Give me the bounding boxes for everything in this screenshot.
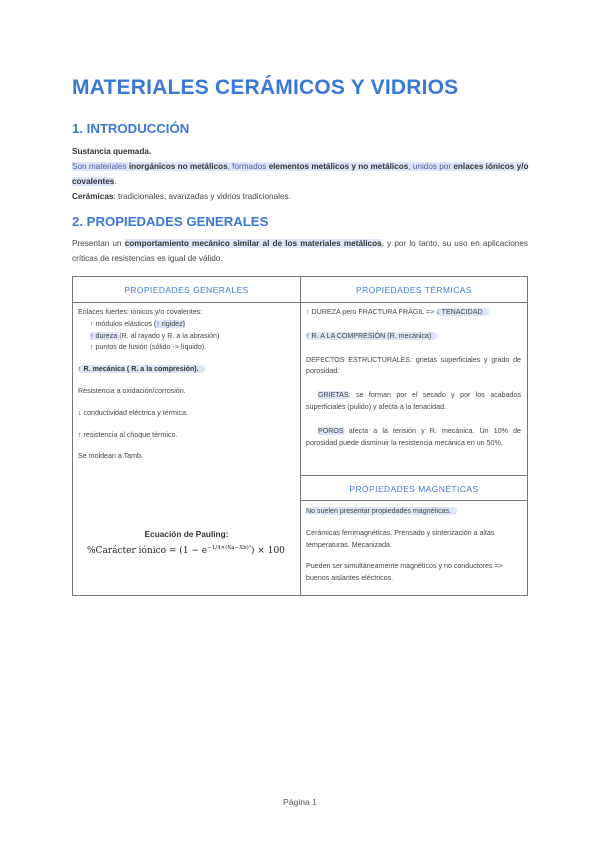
text-run: Presentan un [72, 239, 125, 248]
general-bullet-1 [78, 319, 293, 331]
magnetic-line-2: Cerámicas ferrimagnéticas. Prensado y sinterización a altas temperaturas. Mecanizada. [306, 528, 495, 549]
properties-lead [72, 236, 528, 266]
table-divider [300, 475, 527, 476]
text-run: Son materiales [72, 162, 129, 171]
properties-heading: 2. PROPIEDADES GENERALES [72, 214, 269, 229]
highlight [78, 365, 205, 373]
spacer [306, 343, 521, 355]
general-mechanical [78, 364, 293, 376]
general-thermal-shock: ↑ resistencia al choque térmico. [78, 430, 178, 439]
text-run: (↑ rigidez) [153, 319, 186, 328]
text-run: No suelen presentar propiedades magnéticas. [306, 507, 457, 515]
text-run: ↑ módulos elásticos [90, 319, 154, 328]
text-run: afecta a la tensión y R. mecánica. Un 10% de porosidad puede disminuir la resistencia mecánica en un 50%. [306, 426, 521, 447]
general-bullet-3: ↑ puntos de fusión (sólido -> líquido). [90, 343, 207, 352]
spacer [306, 551, 521, 561]
general-conductivity: ↓ conductividad eléctrica y térmica. [78, 408, 188, 417]
header-general: PROPIEDADES GENERALES [124, 285, 249, 295]
general-bonds: Enlaces fuertes: iónicos y/o covalentes: [78, 308, 203, 316]
text-run: , formados [227, 162, 269, 171]
text-run: ↑ DUREZA pero FRACTURA FRÁGIL => [306, 308, 437, 316]
thermal-defects: DEFECTOS ESTRUCTURALES: grietas superficiales y grado de porosidad: [306, 355, 521, 376]
intro-heading: 1. INTRODUCCIÓN [72, 121, 190, 136]
table-divider [73, 302, 527, 303]
text-run: ↑ [78, 365, 84, 374]
text-run-bold: Cerámicas [72, 192, 114, 201]
thermal-pores [306, 426, 521, 450]
text-run: ↓ TENACIDAD [436, 308, 488, 316]
spacer [78, 354, 293, 364]
spacer [78, 376, 293, 386]
thermal-cell [306, 307, 521, 449]
text-run: , unidos por [408, 162, 454, 171]
text-run: . [114, 177, 117, 186]
general-oxidation: Resistencia a oxidación/corrosión. [78, 386, 186, 395]
magnetic-line-1 [306, 506, 521, 518]
spacer [78, 398, 293, 408]
equation-exponent: −1/4×(Xa−Xb)² [207, 545, 251, 551]
header-thermal: PROPIEDADES TÉRMICAS [356, 285, 472, 295]
text-run-bold: comportamiento mecánico similar al de los materiales metálicos [124, 239, 382, 248]
text-run: , y por lo tanto, su uso en aplicaciones críticas de resistencias es igual de válido. [72, 239, 528, 263]
text-run: GRIETAS [318, 391, 349, 400]
page-number: Página 1 [283, 797, 317, 807]
intro-line-1: Sustancia quemada. [72, 147, 152, 156]
text-run-bold: R. mecánica ( R. a la compresión). [83, 365, 199, 374]
text-run: ↑ R. A LA COMPRESIÓN (R. mecánica) [306, 332, 437, 340]
intro-paragraph [72, 144, 532, 204]
spacer [306, 518, 521, 528]
magnetic-cell [306, 506, 521, 585]
text-run-bold: inorgánicos no metálicos [128, 162, 228, 171]
table-divider [300, 277, 301, 595]
thermal-line-2 [306, 331, 521, 343]
intro-line-2 [72, 159, 532, 189]
pauling-equation [87, 545, 297, 556]
text-run: (R. al rayado y R. a la abrasión) [119, 331, 220, 340]
header-magnetic: PROPIEDADES MAGNÉTICAS [349, 484, 479, 494]
text-run: : tradicionales, avanzadas y vidrios tradicionales. [113, 192, 291, 201]
spacer [78, 420, 293, 430]
spacer [78, 441, 293, 451]
general-molding: Se moldean a Tamb. [78, 452, 143, 461]
document-title: MATERIALES CERÁMICOS Y VIDRIOS [72, 76, 459, 99]
table-divider [300, 500, 527, 501]
equation-rhs: ) × 100 [250, 546, 285, 556]
spacer [306, 319, 521, 331]
equation-lhs: %Carácter iónico = (1 − e [87, 546, 208, 556]
thermal-cracks [306, 390, 521, 414]
magnetic-line-3: Pueden ser simultáneamente magnéticos y no conductores => buenos aislantes eléctricos. [306, 562, 503, 583]
text-run: : se forman por el secado y por los acabados superficiales (pulido) y afecta a la tenacidad. [306, 391, 521, 411]
general-bullet-2 [78, 331, 293, 343]
intro-line-3 [72, 189, 532, 204]
equation-title: Ecuación de Pauling: [144, 529, 229, 539]
spacer [306, 414, 521, 426]
text-run: POROS [318, 426, 344, 435]
thermal-line-1 [306, 307, 521, 319]
general-cell [78, 307, 293, 463]
text-run-bold: enlaces iónicos y/o covalentes [72, 162, 529, 186]
text-run-bold: elementos metálicos y no metálicos [268, 162, 409, 171]
text-run: ↑ dureza [90, 331, 120, 340]
spacer [306, 378, 521, 390]
properties-table [72, 276, 528, 596]
